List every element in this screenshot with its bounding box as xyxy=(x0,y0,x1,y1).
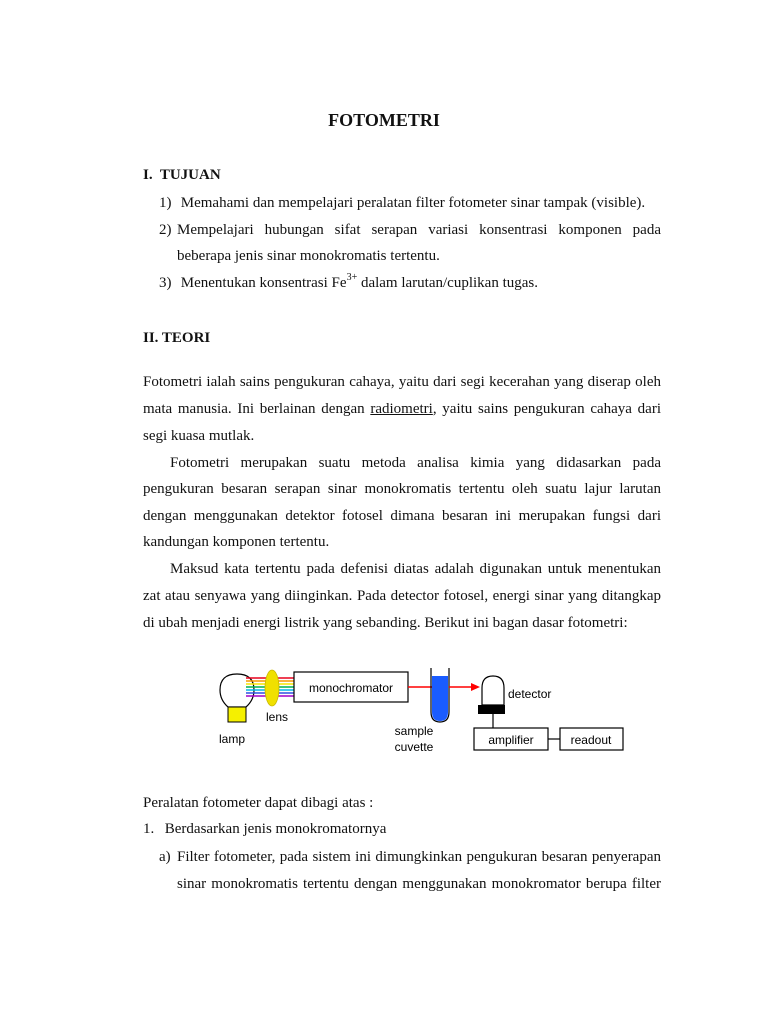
lamp-label: lamp xyxy=(219,732,246,746)
detector-label: detector xyxy=(508,687,552,701)
section-heading-teori xyxy=(143,330,210,347)
tujuan-item-2-line-1: Mempelajari hubungan sifat serapan variasi konsentrasi komponen pada xyxy=(177,222,661,238)
para3-line3: di ubah menjadi energi listrik yang sebanding. Berikut ini bagan dasar fotometri: xyxy=(143,615,628,631)
readout-label: readout xyxy=(570,733,612,747)
item-number: 1. xyxy=(143,821,155,837)
para2-line4: kandungan komponen tertentu. xyxy=(143,534,330,550)
section-number: I. xyxy=(143,167,153,183)
para1-line2 xyxy=(143,401,661,418)
para1-line3: segi kuasa mutlak. xyxy=(143,428,255,444)
section-title: TUJUAN xyxy=(159,167,221,183)
sample-cuvette-icon xyxy=(431,668,449,722)
para3-line1: Maksud kata tertentu pada defenisi diatas adalah digunakan untuk menentukan xyxy=(170,561,661,577)
item-number: 1) xyxy=(159,195,172,211)
section-heading-tujuan xyxy=(143,167,221,184)
item-number: 3) xyxy=(159,275,172,291)
section-title: TEORI xyxy=(161,330,211,346)
amplifier-label: amplifier xyxy=(488,733,534,747)
item-number: 2) xyxy=(159,222,172,238)
lens-icon xyxy=(265,670,279,706)
para1-line1: Fotometri ialah sains pengukuran cahaya, yaitu dari segi kecerahan yang diserap oleh xyxy=(143,374,661,390)
beam-arrow-icon xyxy=(471,683,480,691)
monochromator-label: monochromator xyxy=(308,681,394,695)
tujuan-item-1 xyxy=(159,195,645,212)
list-item-1 xyxy=(143,821,386,838)
page-title: FOTOMETRI xyxy=(328,110,440,130)
item-number: a) xyxy=(159,849,171,865)
tujuan-item-3 xyxy=(159,272,538,292)
sub-item-a-line2: sinar monokromatis tertentu dengan menggunakan monokromator berupa filter xyxy=(177,876,661,892)
cuvette-label: cuvette xyxy=(394,740,434,754)
detector-icon xyxy=(478,676,505,714)
sub-item-a-line1: Filter fotometer, pada sistem ini dimungkinkan pengukuran besaran penyerapan xyxy=(177,849,661,865)
item-text: Berdasarkan jenis monokromatornya xyxy=(164,821,387,837)
superscript: 3+ xyxy=(346,272,358,283)
section-number: II. xyxy=(143,330,159,346)
peralatan-intro: Peralatan fotometer dapat dibagi atas : xyxy=(143,795,374,811)
sample-label: sample xyxy=(394,724,434,738)
para2-line2: pengukuran besaran serapan sinar monokromatis tertentu oleh suatu lajur larutan xyxy=(143,481,661,497)
para2-line3: dengan menggunakan detektor fotosel dimana besaran ini merupakan fungsi dari xyxy=(143,508,661,524)
item-text: Memahami dan mempelajari peralatan filter fotometer sinar tampak (visible). xyxy=(180,195,646,211)
para3-line2: zat atau senyawa yang diinginkan. Pada detector fotosel, energi sinar yang ditangkap xyxy=(143,588,661,604)
para2-line1: Fotometri merupakan suatu metoda analisa kimia yang didasarkan pada xyxy=(170,455,661,471)
text: mata manusia. Ini berlainan dengan xyxy=(143,401,371,417)
radiometri-link[interactable]: radiometri xyxy=(370,401,433,417)
lens-label: lens xyxy=(266,710,289,724)
item-text-before: Menentukan konsentrasi Fe xyxy=(180,275,347,291)
text: , yaitu sains pengukuran cahaya dari xyxy=(432,401,661,417)
photometer-diagram xyxy=(210,660,630,760)
tujuan-item-2-line-2: beberapa jenis sinar monokromatis tertentu. xyxy=(177,248,440,264)
item-text-after: dalam larutan/cuplikan tugas. xyxy=(357,275,538,291)
